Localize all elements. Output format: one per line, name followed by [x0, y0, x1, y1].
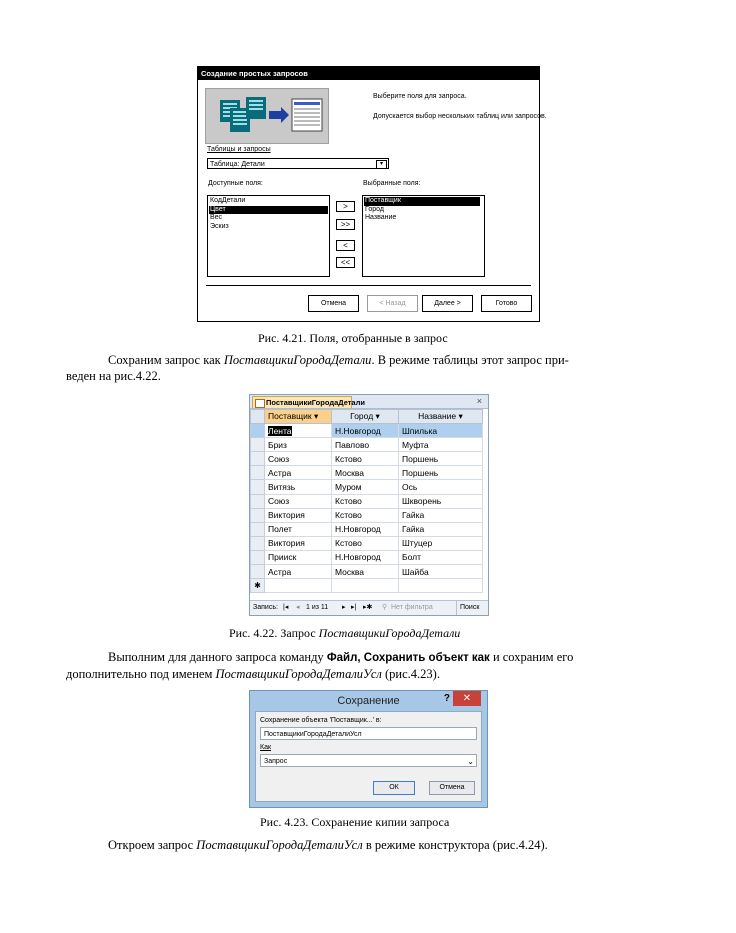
selected-fields-list[interactable] — [362, 195, 485, 277]
query-name: ПоставщикиГородаДеталиУсл — [215, 667, 382, 681]
query-datasheet — [249, 394, 489, 616]
row-selector[interactable] — [251, 536, 265, 550]
list-item[interactable]: Цвет — [209, 206, 328, 215]
table-cell[interactable]: Москва — [332, 466, 399, 480]
document-tab-bar — [250, 395, 488, 409]
table-cell[interactable]: Шкворень — [399, 494, 483, 508]
row-selector[interactable] — [251, 494, 265, 508]
finish-button[interactable]: Готово — [481, 295, 532, 312]
text-run: Сохраним запрос как — [108, 353, 224, 367]
table-cell[interactable]: Кстово — [332, 452, 399, 466]
previous-record-icon[interactable]: ◂ — [296, 604, 300, 611]
row-selector[interactable] — [251, 424, 265, 438]
save-object-label: Сохранение объекта 'Поставщик...' в: — [260, 717, 382, 724]
next-button[interactable]: Далее > — [422, 295, 473, 312]
row-selector[interactable] — [251, 480, 265, 494]
close-icon[interactable]: × — [476, 396, 482, 406]
list-item[interactable]: Название — [365, 214, 397, 221]
column-header-label: Город — [350, 411, 374, 422]
table-cell[interactable]: Виктория — [265, 536, 332, 550]
list-item[interactable]: Вес — [210, 214, 223, 221]
save-as-label: Как — [260, 744, 272, 751]
add-all-fields-button[interactable]: >> — [336, 219, 355, 230]
available-fields-label: Доступные поля: — [208, 180, 263, 187]
available-fields-list[interactable] — [207, 195, 330, 277]
row-selector[interactable] — [251, 550, 265, 564]
table-cell[interactable]: Гайка — [399, 522, 483, 536]
chevron-down-icon[interactable]: ▾ — [313, 411, 319, 422]
text-run: в режиме конструктора (рис.4.24). — [362, 838, 548, 852]
text-run: (рис.4.23). — [381, 667, 440, 681]
table-cell[interactable]: Прииск — [265, 550, 332, 564]
divider — [206, 285, 531, 286]
row-selector[interactable] — [251, 522, 265, 536]
wizard-title: Создание простых запросов — [198, 67, 539, 80]
list-item[interactable]: Поставщик — [364, 197, 480, 206]
dialog-body — [255, 711, 482, 802]
table-cell[interactable]: Кстово — [332, 494, 399, 508]
table-cell[interactable]: Астра — [265, 565, 332, 579]
list-item[interactable]: КодДетали — [210, 197, 246, 204]
paragraph-1-line-1 — [108, 353, 569, 368]
query-icon — [255, 399, 265, 408]
paragraph-1-line-2: веден на рис.4.22. — [66, 369, 161, 383]
header-row — [251, 410, 483, 424]
add-field-button[interactable]: > — [336, 201, 355, 212]
table-cell[interactable]: Павлово — [332, 438, 399, 452]
caption-fig-4-21: Рис. 4.21. Поля, отобранные в запрос — [258, 331, 448, 345]
search-field[interactable]: Поиск — [456, 601, 479, 615]
selected-fields-label: Выбранные поля: — [363, 180, 421, 187]
table-cell[interactable]: Витязь — [265, 480, 332, 494]
object-type-select[interactable] — [260, 754, 477, 767]
list-item[interactable]: Эскиз — [210, 222, 229, 230]
next-record-icon[interactable]: ▸ — [342, 604, 346, 611]
column-header-label: Название — [418, 411, 457, 422]
paragraph-2-line-1 — [108, 650, 573, 666]
tables-label: Таблицы и запросы — [207, 146, 271, 153]
remove-field-button[interactable]: < — [336, 240, 355, 251]
table-cell[interactable]: Муфта — [399, 438, 483, 452]
cancel-button[interactable]: Отмена — [308, 295, 359, 312]
table-row[interactable] — [251, 508, 483, 522]
record-navigation-bar — [250, 600, 488, 615]
help-icon[interactable]: ? — [443, 693, 450, 704]
row-selector[interactable] — [251, 466, 265, 480]
first-record-icon[interactable]: |◂ — [283, 604, 289, 611]
query-name: ПоставщикиГородаДетали — [223, 353, 372, 367]
chevron-down-icon[interactable]: ⌄ — [467, 757, 474, 766]
table-row[interactable] — [251, 438, 483, 452]
object-name-field[interactable]: ПоставщикиГородаДеталиУсл — [260, 727, 477, 740]
query-name: ПоставщикиГородаДетали — [318, 626, 461, 640]
column-header-city[interactable] — [332, 410, 399, 424]
record-position[interactable]: 1 из 11 — [306, 604, 329, 611]
document-tab[interactable] — [252, 396, 365, 408]
simple-query-wizard — [197, 66, 547, 322]
table-cell[interactable]: Н.Новгород — [332, 522, 399, 536]
row-selector[interactable] — [251, 452, 265, 466]
text-run: Откроем запрос — [108, 838, 197, 852]
table-row[interactable] — [251, 550, 483, 564]
remove-all-fields-button[interactable]: << — [336, 257, 355, 268]
table-cell[interactable] — [265, 424, 332, 438]
column-header-name[interactable] — [399, 410, 483, 424]
datasheet-grid — [250, 409, 483, 593]
record-nav-label: Запись: — [253, 604, 278, 611]
table-cell[interactable]: Виктория — [265, 508, 332, 522]
table-cell[interactable]: Шпилька — [399, 424, 483, 438]
table-cell[interactable]: Полет — [265, 522, 332, 536]
paragraph-2-line-2 — [66, 667, 440, 682]
new-record-icon: ✱ — [251, 579, 265, 593]
tables-combo-value: Таблица: Детали — [210, 161, 265, 168]
table-cell[interactable]: Муром — [332, 480, 399, 494]
table-cell[interactable]: Штуцер — [399, 536, 483, 550]
selected-cell-text: Лента — [268, 425, 292, 436]
table-cell[interactable] — [265, 579, 332, 593]
column-header-label: Поставщик — [268, 411, 312, 422]
table-cell[interactable] — [332, 579, 399, 593]
last-record-icon[interactable]: ▸| — [351, 604, 357, 611]
new-record-row[interactable] — [251, 579, 483, 593]
table-cell[interactable]: Поршень — [399, 466, 483, 480]
table-row[interactable] — [251, 480, 483, 494]
table-cell[interactable]: Москва — [332, 565, 399, 579]
ok-button[interactable]: ОК — [373, 781, 415, 795]
text-run: дополнительно под именем — [66, 667, 216, 681]
cancel-button[interactable]: Отмена — [429, 781, 475, 795]
table-cell[interactable]: Шайба — [399, 565, 483, 579]
save-dialog — [249, 690, 488, 808]
caption-fig-4-22 — [229, 626, 460, 641]
close-icon[interactable]: ✕ — [453, 691, 481, 706]
filter-icon: ⚲ — [382, 604, 388, 611]
text-run: и сохраним его — [489, 650, 574, 664]
caption-fig-4-23: Рис. 4.23. Сохранение кипии запроса — [260, 815, 450, 829]
filter-status[interactable]: Нет фильтра — [391, 604, 433, 611]
list-item[interactable]: Город — [365, 205, 384, 213]
table-row[interactable] — [251, 565, 483, 579]
dialog-title: Сохранение — [337, 695, 400, 707]
table-row[interactable] — [251, 536, 483, 550]
tables-combo[interactable] — [207, 158, 389, 169]
table-cell[interactable]: Бриз — [265, 438, 332, 452]
table-cell[interactable]: Кстово — [332, 508, 399, 522]
select-all-cell[interactable] — [251, 410, 265, 424]
wizard-intro-1: Выберите поля для запроса. — [373, 93, 467, 100]
table-cell[interactable]: Кстово — [332, 536, 399, 550]
chevron-down-icon[interactable]: ▾ — [376, 160, 387, 169]
table-cell[interactable]: Н.Новгород — [332, 424, 399, 438]
table-cell[interactable]: Ось — [399, 480, 483, 494]
table-cell[interactable]: Астра — [265, 466, 332, 480]
row-selector[interactable] — [251, 438, 265, 452]
table-cell[interactable] — [399, 579, 483, 593]
back-button[interactable]: < Назад — [367, 295, 418, 312]
table-row[interactable] — [251, 452, 483, 466]
chevron-down-icon[interactable]: ▾ — [375, 411, 380, 422]
table-cell[interactable]: Болт — [399, 550, 483, 564]
text-run: . В режиме таблицы этот запрос при- — [371, 353, 569, 367]
row-selector[interactable] — [251, 565, 265, 579]
table-cell[interactable]: Н.Новгород — [332, 550, 399, 564]
new-record-nav-icon[interactable]: ▸✱ — [363, 604, 373, 611]
paragraph-3 — [108, 838, 548, 853]
table-cell[interactable]: Союз — [265, 494, 332, 508]
query-name: ПоставщикиГородаДеталиУсл — [196, 838, 363, 852]
object-type-value: Запрос — [264, 758, 288, 765]
table-cell[interactable]: Союз — [265, 452, 332, 466]
command-name: Файл, Сохранить объект как — [326, 652, 490, 664]
caption-text: Рис. 4.22. Запрос — [229, 626, 319, 640]
wizard-illustration — [205, 88, 329, 144]
table-row[interactable] — [251, 494, 483, 508]
table-cell[interactable]: Поршень — [399, 452, 483, 466]
document-tab-label: ПоставщикиГородаДетали — [266, 398, 365, 407]
column-header-supplier[interactable] — [265, 410, 332, 424]
table-cell[interactable]: Гайка — [399, 508, 483, 522]
table-row[interactable] — [251, 522, 483, 536]
text-run: Выполним для данного запроса команду — [108, 650, 327, 664]
table-row[interactable] — [251, 424, 483, 438]
chevron-down-icon[interactable]: ▾ — [458, 411, 463, 422]
row-selector[interactable] — [251, 508, 265, 522]
table-row[interactable] — [251, 466, 483, 480]
wizard-intro-2: Допускается выбор нескольких таблиц или запросов. — [373, 113, 547, 120]
